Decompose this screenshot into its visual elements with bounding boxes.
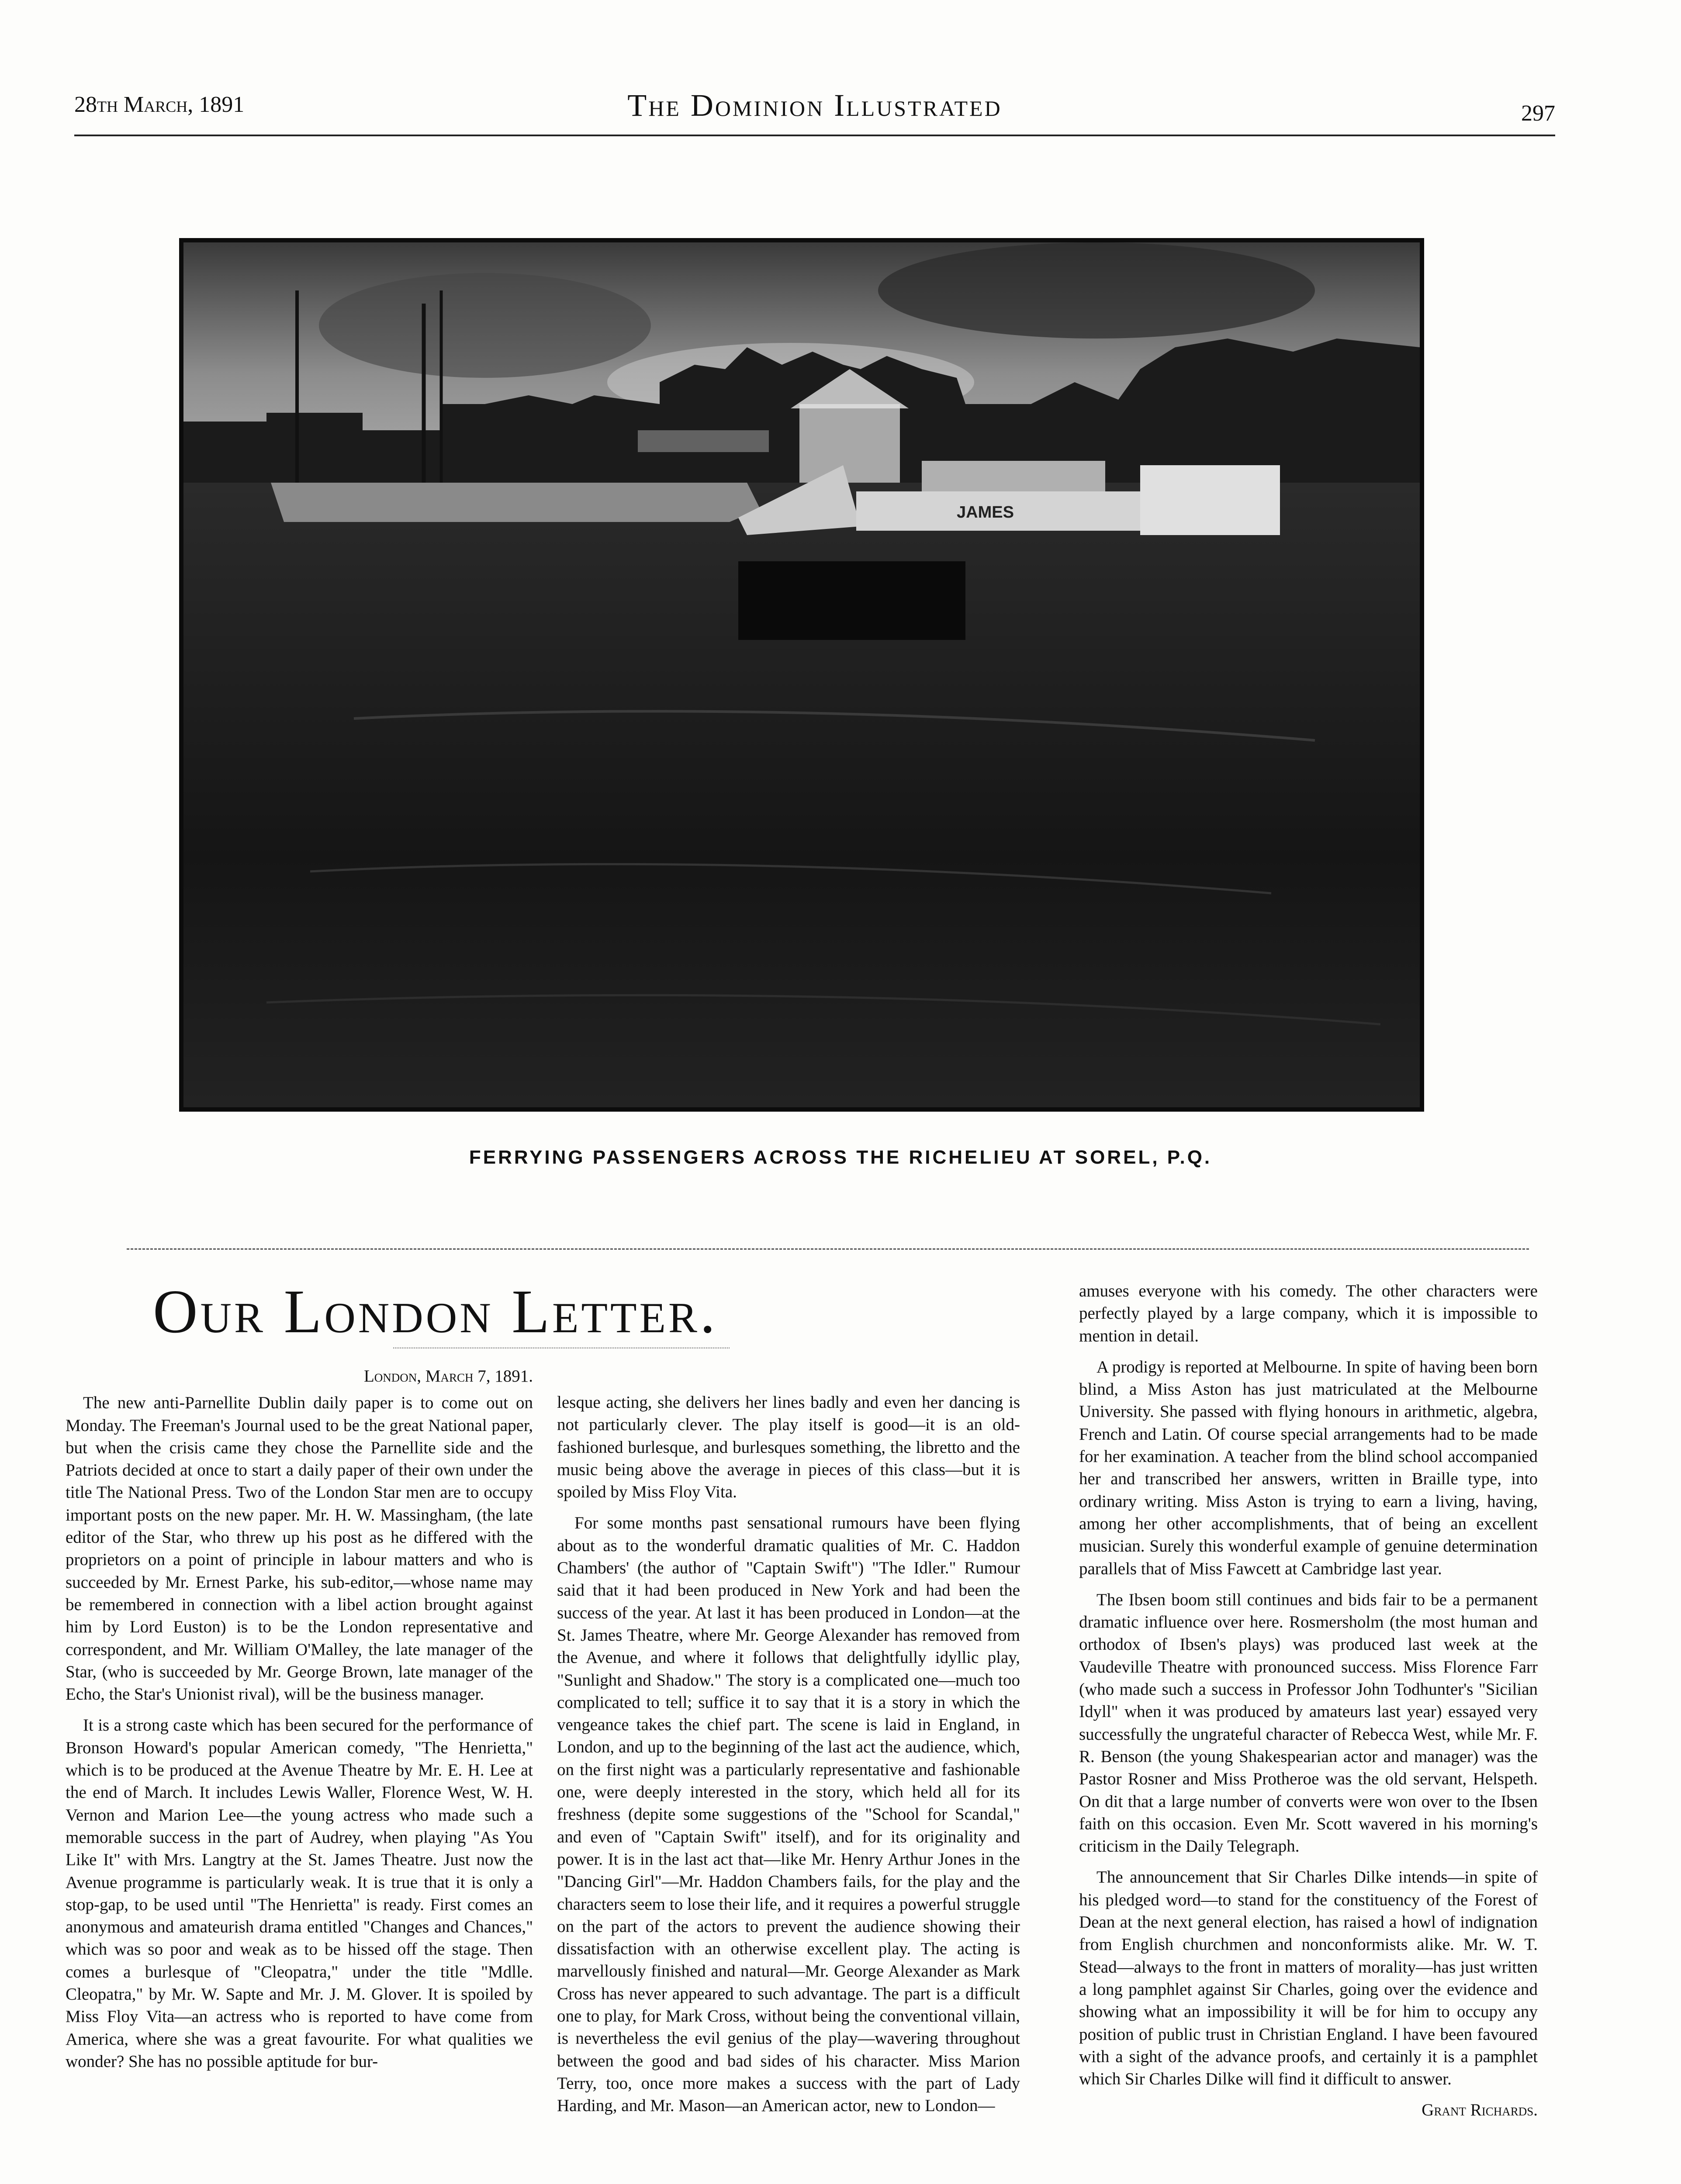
article-column-3 [1079,1280,1538,2122]
article-dateline: London, March 7, 1891. [363,1367,533,1386]
white-house [799,404,900,491]
page-header [74,83,1555,140]
landing-pier [738,561,965,640]
paragraph: The announcement that Sir Charles Dilke intends—in spite of his pledged word—to stand for the constituency of the Forest of Dean at the next general election, has raised a howl of indignation from English churchmen and nonconformists alike. Mr. W. T. Stead—always to the front in matters of morality—has just written a long pamphlet against Sir Charles, going over the evidence and showing what an impossibility it will be for him to occupy any position of public trust in Christian England. I have been favoured with a sight of the advance proofs, and certainly it is a pamphlet which Sir Charles Dilke will find it difficult to answer. [1079,1868,1538,2089]
paragraph: The Ibsen boom still continues and bids fair to be a permanent dramatic influence over here. Rosmersholm (the most human and orthodox of Ibsen's plays) was produced last week at the Vaudeville Theatre with pronounced success. Miss Florence Farr (who made such a success in Professor John Todhunter's "Sicilian Idyll" when it was produced by amateurs last year) essayed very successfully the ungrateful character of Rebecca West, while Mr. F. R. Benson (the young Shakespearian actor and manager) was the Pastor Rosner and Miss Protheroe was the old servant, Helspeth. On dit that a large number of converts were won over to the Ibsen faith on this occasion. Even Mr. Scott wavered in his morning's criticism in the Daily Telegraph. [1079,1590,1538,1856]
page-number: 297 [1521,101,1555,126]
ferry-paddle-box [1140,465,1280,535]
article-headline: Our London Letter. [153,1277,718,1346]
paragraph: It is a strong caste which has been secured for the performance of Bronson Howard's popular American comedy, "The Henrietta," which is to be produced at the Avenue Theatre by Mr. E. H. Lee at the end of March. It includes Lewis Waller, Florence West, W. H. Vernon and Marion Lee—the young actress who made such a memorable success in the part of Audrey, when playing "As You Like It" with Mrs. Langtry at the St. James Theatre. Just now the Avenue programme is particularly weak. It is true that it is only a stop-gap, to be used until "The Henrietta" is ready. First comes an anonymous and amateurish drama entitled "Changes and Chances," which was so poor and weak as to be hissed off the stage. Then comes a burlesque of "Cleopatra," under the title "Mdlle. Cleopatra," by Mr. W. Sapte and Mr. J. M. Glover. It is spoiled by Miss Floy Vita—an actress who is reported to have come from America, where she was a great favourite. For what qualities we wonder? She has no possible aptitude for bur- [66,1716,533,2071]
issue-date: 28th March, 1891 [74,92,245,117]
harbour-scene-illustration [179,238,1424,1112]
header-rule [74,135,1555,136]
ferry-deck [922,461,1105,491]
dark-cloud [878,242,1315,339]
sailing-vessel-hull [271,483,760,522]
paragraph: For some months past sensational rumours have been flying about as to the wonderful dramatic qualities of Mr. C. Haddon Chambers' (the author of "Captain Swift") "The Idler." Rumour said that it had been produced in New York and had been the success of the year. At last it has been produced in London—at the St. James Theatre, where Mr. George Alexander has removed from the Avenue, and where it follows that delightfully idyllic play, "Sunlight and Shadow." The story is a complicated one—much too complicated to tell; suffice it to say that it is a story in which the vengeance takes the chief part. The scene is laid in England, in London, and up to the beginning of the last act the audience, which, on the first night was a particularly representative and fashionable one, were deeply interested in the story, which held all for its freshness (depite some suggestions of the "School for Scandal," and even of "Captain Swift" itself), and for its originality and power. It is in the last act that—like Mr. Henry Arthur Jones in the "Dancing Girl"—Mr. Haddon Chambers fails, for the play and the characters seem to lose their life, and it requires a powerful struggle on the part of the actors to prevent the audience showing their dissatisfaction with an otherwise excellent play. The acting is marvellously finished and natural—Mr. George Alexander as Mark Cross has never appeared to such advantage. The part is a difficult one to play, for Mark Cross, without being the conventional villain, is nevertheless the evil genius of the play—wavering throughout between the good and bad sides of his character. Miss Marion Terry, too, once more makes a success with the part of Lady Harding, and Mr. Mason—an American actor, new to London— [557,1514,1020,2115]
masthead-title: The Dominion Illustrated [627,88,1002,123]
article-column-2 [557,1391,1020,2126]
paragraph: lesque acting, she delivers her lines badly and even her dancing is not particularly clever. The play itself is good—it is an old-fashioned burlesque, and burlesques something, the libretto and the music being above the average in pieces of this class—but it is spoiled by Miss Floy Vita. [557,1393,1020,1502]
building-windows [638,430,769,452]
paragraph: amuses everyone with his comedy. The other characters were perfectly played by a large company, which it is impossible to mention in detail. [1079,1282,1538,1345]
photo-caption: FERRYING PASSENGERS ACROSS THE RICHELIEU AT SOREL, P.Q. [469,1147,1212,1168]
section-divider [127,1248,1529,1250]
paragraph: The new anti-Parnellite Dublin daily paper is to come out on Monday. The Freeman's Journal used to be the great National paper, but when the crisis came they chose the Parnellite side and the Patriots decided at once to start a daily paper of their own under the title The National Press. Two of the London Star men are to occupy important posts on the new paper. Mr. H. W. Massingham, (the late editor of the Star, who threw up his post as he differed with the proprietors on a point of principle in labour matters and who is succeeded by Mr. Ernest Parke, his sub-editor,—whose name may be remembered in connection with a libel action brought against him by Lord Euston) is to be the London representative and correspondent, and Mr. William O'Malley, the late manager of the Star, (who is succeeded by Mr. George Brown, late manager of the Echo, the Star's Unionist rival), will be the business manager. [66,1393,533,1704]
dark-cloud [319,273,651,378]
author-signature: Grant Richards. [1422,2101,1538,2120]
ferry-name: JAMES [957,503,1014,522]
ferry-photograph [179,238,1424,1112]
article-column-1 [66,1365,533,2081]
paragraph: A prodigy is reported at Melbourne. In spite of having been born blind, a Miss Aston has just matriculated at the Melbourne University. She passed with flying honours in arithmetic, algebra, French and Latin. Of course special arrangements had to be made for her examination. A teacher from the blind school accompanied her and transcribed her answers, written in Braille type, into ordinary writing. Miss Aston is trying to earn a living, having, among her other accomplishments, that of being an excellent musician. Surely this wonderful example of genuine determination parallels that of Miss Fawcett at Cambridge last year. [1079,1357,1538,1578]
